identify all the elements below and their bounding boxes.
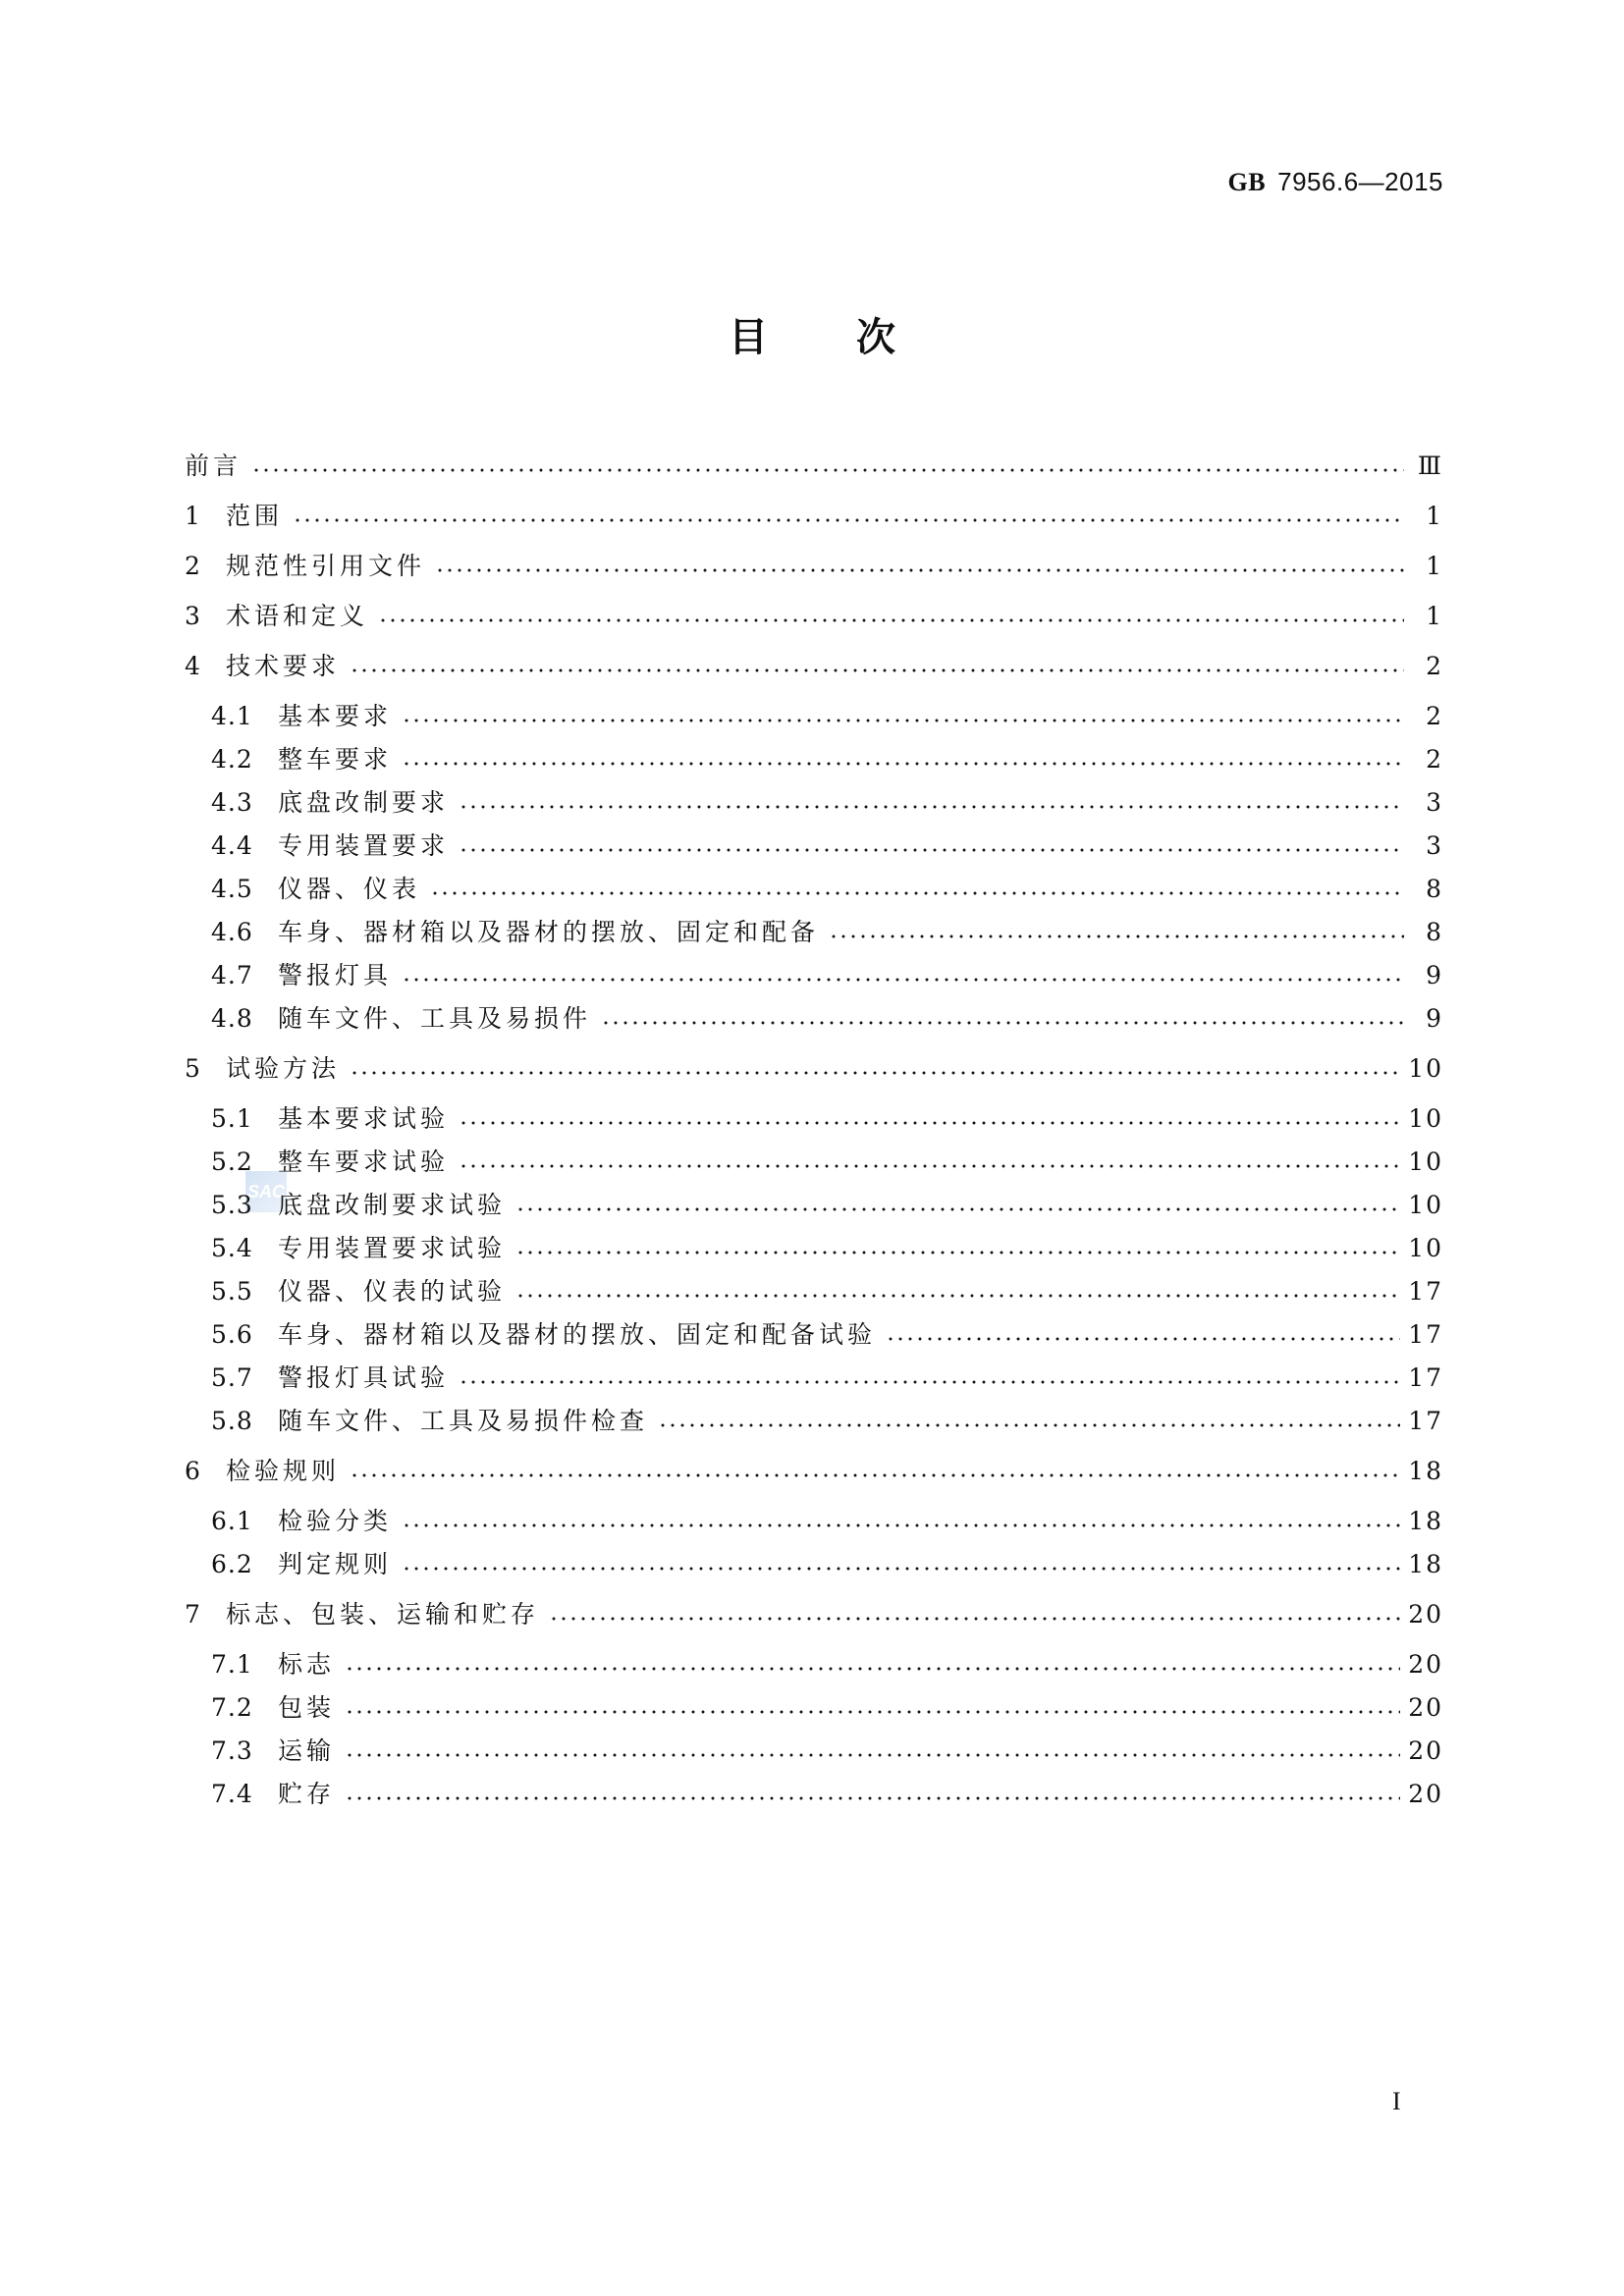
- toc-number: 6.1: [211, 1507, 253, 1535]
- toc-label: 随车文件、工具及易损件检查: [278, 1407, 649, 1435]
- toc-number: 5.6: [211, 1320, 253, 1349]
- toc-label: 判定规则: [278, 1550, 393, 1578]
- toc-label: 专用装置要求: [278, 831, 450, 860]
- toc-number: 5.3: [211, 1191, 253, 1219]
- toc-page: Ⅲ: [1417, 452, 1443, 480]
- toc-entry[interactable]: [185, 1049, 1443, 1089]
- toc-number: 5.5: [211, 1277, 253, 1306]
- toc-number: 5.1: [211, 1104, 253, 1133]
- dot-leader: [345, 1775, 1400, 1814]
- toc-label: 车身、器材箱以及器材的摆放、固定和配备试验: [278, 1320, 877, 1349]
- toc-label: 规范性引用文件: [226, 552, 426, 580]
- standard-code: [1228, 167, 1443, 197]
- toc-label: 警报灯具试验: [278, 1363, 450, 1392]
- toc-page: 2: [1426, 745, 1443, 774]
- toc-subentry[interactable]: [211, 1732, 1443, 1771]
- toc-number: 6.2: [211, 1550, 253, 1578]
- toc-subentry[interactable]: [211, 999, 1443, 1039]
- toc-subentry[interactable]: [211, 1402, 1443, 1441]
- toc-page: 8: [1426, 875, 1443, 903]
- toc-entry[interactable]: [185, 597, 1443, 636]
- sac-watermark-logo: SAC: [245, 1171, 287, 1212]
- toc-page: 17: [1408, 1277, 1443, 1306]
- toc-label: 仪器、仪表: [278, 875, 421, 903]
- toc-number: 4.2: [211, 745, 253, 774]
- toc-number: 4.8: [211, 1004, 253, 1033]
- toc-label: 仪器、仪表的试验: [278, 1277, 507, 1306]
- toc-page: 1: [1426, 602, 1443, 630]
- toc-subentry[interactable]: [211, 1502, 1443, 1541]
- toc-number: 3: [185, 602, 201, 630]
- toc-label: 随车文件、工具及易损件: [278, 1004, 592, 1033]
- dot-leader: [251, 447, 1404, 486]
- toc-label: 专用装置要求试验: [278, 1234, 507, 1262]
- toc-page: 2: [1426, 702, 1443, 730]
- toc-label: 整车要求试验: [278, 1148, 450, 1176]
- dot-leader: [459, 1359, 1400, 1398]
- toc-page: 20: [1408, 1693, 1443, 1722]
- dot-leader: [459, 1099, 1400, 1139]
- dot-leader: [829, 913, 1404, 952]
- toc-number: 1: [185, 502, 201, 530]
- title-char-1: 目: [729, 315, 768, 360]
- toc-number: 5.4: [211, 1234, 253, 1262]
- dot-leader: [378, 597, 1404, 636]
- standard-number: 7956.6—2015: [1277, 167, 1443, 196]
- toc-page: 18: [1408, 1550, 1443, 1578]
- toc-label: 基本要求: [278, 702, 393, 730]
- toc-subentry[interactable]: [211, 870, 1443, 909]
- footer-page-number: I: [1392, 2087, 1401, 2115]
- toc-page: 17: [1408, 1407, 1443, 1435]
- toc-subentry[interactable]: [211, 697, 1443, 736]
- toc-entry[interactable]: [185, 1595, 1443, 1634]
- toc-label: 前言: [185, 452, 243, 480]
- toc-entry[interactable]: [185, 547, 1443, 586]
- toc-page: 10: [1408, 1104, 1443, 1133]
- toc-subentry[interactable]: [211, 1359, 1443, 1398]
- toc-number: 7.4: [211, 1780, 253, 1808]
- toc-label: 运输: [278, 1736, 336, 1765]
- toc-label: 技术要求: [226, 652, 341, 680]
- toc-page: 20: [1408, 1600, 1443, 1629]
- dot-leader: [402, 740, 1404, 779]
- toc-number: 5: [185, 1054, 201, 1083]
- toc-page: 18: [1408, 1507, 1443, 1535]
- toc-label: 贮存: [278, 1780, 336, 1808]
- toc-subentry[interactable]: [211, 913, 1443, 952]
- toc-page: 10: [1408, 1191, 1443, 1219]
- toc-page: 17: [1408, 1320, 1443, 1349]
- toc-label: 车身、器材箱以及器材的摆放、固定和配备: [278, 918, 820, 946]
- toc-page: 3: [1426, 831, 1443, 860]
- toc-number: 7.2: [211, 1693, 253, 1722]
- toc-label: 整车要求: [278, 745, 393, 774]
- toc-page: 10: [1408, 1234, 1443, 1262]
- toc-label: 警报灯具: [278, 961, 393, 989]
- toc-page: 9: [1426, 961, 1443, 989]
- toc-entry[interactable]: [185, 647, 1443, 686]
- toc-number: 7.1: [211, 1650, 253, 1679]
- toc-number: 4.3: [211, 788, 253, 817]
- toc-entry-foreword[interactable]: [185, 447, 1443, 486]
- toc-page: 20: [1408, 1650, 1443, 1679]
- toc-subentry[interactable]: [211, 1775, 1443, 1814]
- toc-number: 5.2: [211, 1148, 253, 1176]
- toc-page: 1: [1426, 502, 1443, 530]
- toc-number: 4: [185, 652, 201, 680]
- toc-page: 2: [1426, 652, 1443, 680]
- toc-label: 术语和定义: [226, 602, 369, 630]
- dot-leader: [402, 697, 1404, 736]
- page-title: [0, 306, 1624, 362]
- toc-page: 20: [1408, 1736, 1443, 1765]
- toc-subentry[interactable]: [211, 740, 1443, 779]
- toc-page: 20: [1408, 1780, 1443, 1808]
- toc-page: 9: [1426, 1004, 1443, 1033]
- toc-number: 5.7: [211, 1363, 253, 1392]
- toc-label: 基本要求试验: [278, 1104, 450, 1133]
- dot-leader: [886, 1315, 1400, 1355]
- toc-label: 范围: [226, 502, 284, 530]
- toc-subentry[interactable]: [211, 1315, 1443, 1355]
- toc-number: 4.4: [211, 831, 253, 860]
- toc-page: 10: [1408, 1054, 1443, 1083]
- toc-page: 8: [1426, 918, 1443, 946]
- dot-leader: [345, 1645, 1400, 1684]
- toc-subentry[interactable]: [211, 827, 1443, 866]
- toc-number: 7: [185, 1600, 201, 1629]
- toc-label: 标志: [278, 1650, 336, 1679]
- toc-subentry[interactable]: [211, 1186, 1443, 1225]
- dot-leader: [350, 1049, 1400, 1089]
- toc-subentry[interactable]: [211, 1099, 1443, 1139]
- toc-subentry[interactable]: [211, 1688, 1443, 1728]
- toc-subentry[interactable]: [211, 783, 1443, 823]
- dot-leader: [549, 1595, 1400, 1634]
- toc-number: 4.7: [211, 961, 253, 989]
- toc-subentry[interactable]: [211, 1229, 1443, 1268]
- toc-page: 10: [1408, 1148, 1443, 1176]
- dot-leader: [435, 547, 1404, 586]
- toc-subentry[interactable]: [211, 1645, 1443, 1684]
- toc-label: 检验分类: [278, 1507, 393, 1535]
- dot-leader: [515, 1272, 1400, 1311]
- toc-subentry[interactable]: [211, 1272, 1443, 1311]
- toc-label: 标志、包装、运输和贮存: [226, 1600, 540, 1629]
- dot-leader: [430, 870, 1404, 909]
- dot-leader: [515, 1229, 1400, 1268]
- dot-leader: [459, 1143, 1400, 1182]
- dot-leader: [658, 1402, 1400, 1441]
- title-char-2: 次: [856, 315, 895, 360]
- toc-label: 试验方法: [226, 1054, 341, 1083]
- dot-leader: [402, 1502, 1400, 1541]
- toc-label: 底盘改制要求试验: [278, 1191, 507, 1219]
- dot-leader: [350, 647, 1404, 686]
- toc-page: 17: [1408, 1363, 1443, 1392]
- toc-number: 5.8: [211, 1407, 253, 1435]
- toc-page: 3: [1426, 788, 1443, 817]
- toc-number: 2: [185, 552, 201, 580]
- toc-entry[interactable]: [185, 497, 1443, 536]
- toc-number: 4.5: [211, 875, 253, 903]
- toc-subentry[interactable]: [211, 1143, 1443, 1182]
- toc-page: 1: [1426, 552, 1443, 580]
- dot-leader: [350, 1452, 1400, 1491]
- toc-number: 7.3: [211, 1736, 253, 1765]
- dot-leader: [601, 999, 1404, 1039]
- toc-label: 底盘改制要求: [278, 788, 450, 817]
- dot-leader: [459, 783, 1404, 823]
- toc-page: 18: [1408, 1457, 1443, 1485]
- toc-subentry[interactable]: [211, 956, 1443, 995]
- dot-leader: [402, 956, 1404, 995]
- dot-leader: [345, 1732, 1400, 1771]
- standard-prefix: GB: [1227, 168, 1267, 196]
- toc-number: 4.6: [211, 918, 253, 946]
- dot-leader: [459, 827, 1404, 866]
- dot-leader: [345, 1688, 1400, 1728]
- dot-leader: [402, 1545, 1400, 1584]
- dot-leader: [293, 497, 1404, 536]
- toc-number: 6: [185, 1457, 201, 1485]
- toc-label: 检验规则: [226, 1457, 341, 1485]
- toc-number: 4.1: [211, 702, 253, 730]
- toc-entry[interactable]: [185, 1452, 1443, 1491]
- toc-label: 包装: [278, 1693, 336, 1722]
- dot-leader: [515, 1186, 1400, 1225]
- toc-subentry[interactable]: [211, 1545, 1443, 1584]
